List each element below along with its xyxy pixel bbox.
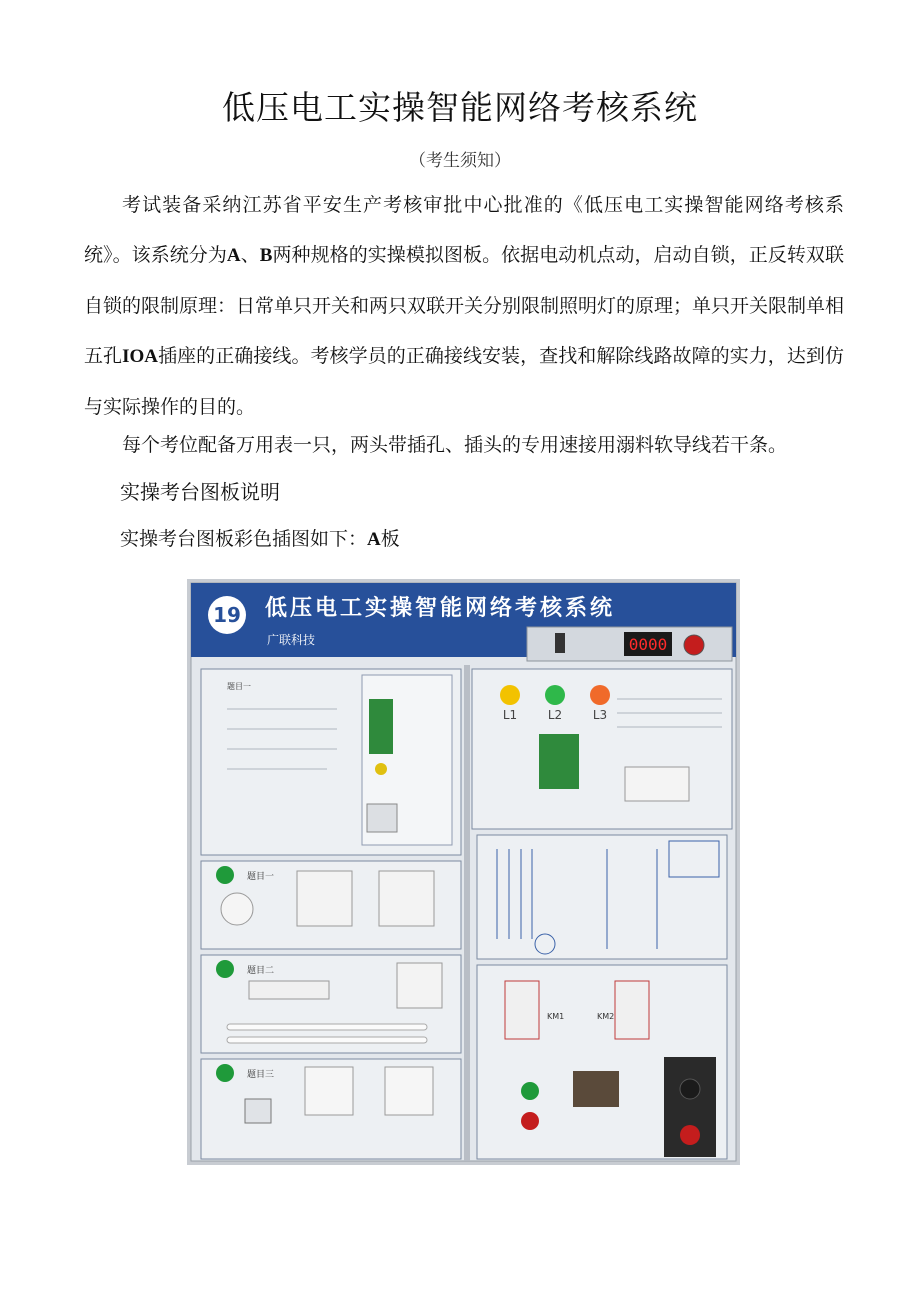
document-subtitle: （考生须知） bbox=[409, 151, 511, 171]
svg-text:L3: L3 bbox=[592, 708, 608, 722]
contactor-km1 bbox=[505, 981, 539, 1039]
svg-text:题目二: 题目二 bbox=[247, 966, 275, 976]
board-title: 低压电工实操智能网络考核系统 bbox=[265, 596, 616, 621]
fluorescent-tube bbox=[227, 1024, 427, 1030]
board-photo bbox=[187, 579, 740, 1165]
stop-button bbox=[684, 635, 704, 655]
svg-text:题目一: 题目一 bbox=[247, 872, 275, 882]
board-number: 19 bbox=[213, 603, 241, 627]
section-heading: 实操考台图板说明 bbox=[120, 480, 280, 504]
svg-text:L1: L1 bbox=[502, 708, 518, 722]
figure-caption: 实操考台图板彩色插图如下：A板 bbox=[120, 528, 400, 550]
lamp-l2 bbox=[545, 685, 565, 705]
document-title: 低压电工实操智能网络考核系统 bbox=[222, 88, 698, 127]
board-brand: 广联科技 bbox=[267, 633, 316, 647]
lamp-l1 bbox=[500, 685, 520, 705]
start-button-green bbox=[521, 1082, 539, 1100]
switch-2 bbox=[379, 871, 434, 926]
equipment-paragraph: 每个考位配备万用表一只，两头带插孔、插头的专用速接用溺料软导线若干条。 bbox=[122, 434, 788, 456]
panel-text-1: 题目一 bbox=[227, 682, 251, 691]
socket-1 bbox=[305, 1067, 353, 1115]
display-reading: 0000 bbox=[628, 635, 668, 654]
svg-text:KM2: KM2 bbox=[597, 1012, 615, 1021]
circuit-diagram-panel bbox=[477, 835, 727, 959]
svg-text:题目三: 题目三 bbox=[247, 1070, 275, 1080]
lamp-l3 bbox=[590, 685, 610, 705]
svg-text:KM1: KM1 bbox=[547, 1012, 565, 1021]
intro-paragraph: 考试装备采纳江苏省平安生产考核审批中心批准的《低压电工实操智能网络考核系统》。该系统分为A、B两种规格的实操模拟图板。依据电动机点动，启动自锁，正反转双联自锁的限制原理：日常单只开关和两只双联开关分别限制照明灯的原理；单只开关限制单相五孔IOA插座的正确接线。考核学员的正确接线安装，查找和解除线路故障的实力，达到仿与实际操作的目的。 bbox=[84, 194, 845, 418]
switch-1 bbox=[297, 871, 352, 926]
contactor-km2 bbox=[615, 981, 649, 1039]
svg-text:L2: L2 bbox=[547, 708, 563, 722]
start-button-red bbox=[521, 1112, 539, 1130]
socket-2 bbox=[385, 1067, 433, 1115]
